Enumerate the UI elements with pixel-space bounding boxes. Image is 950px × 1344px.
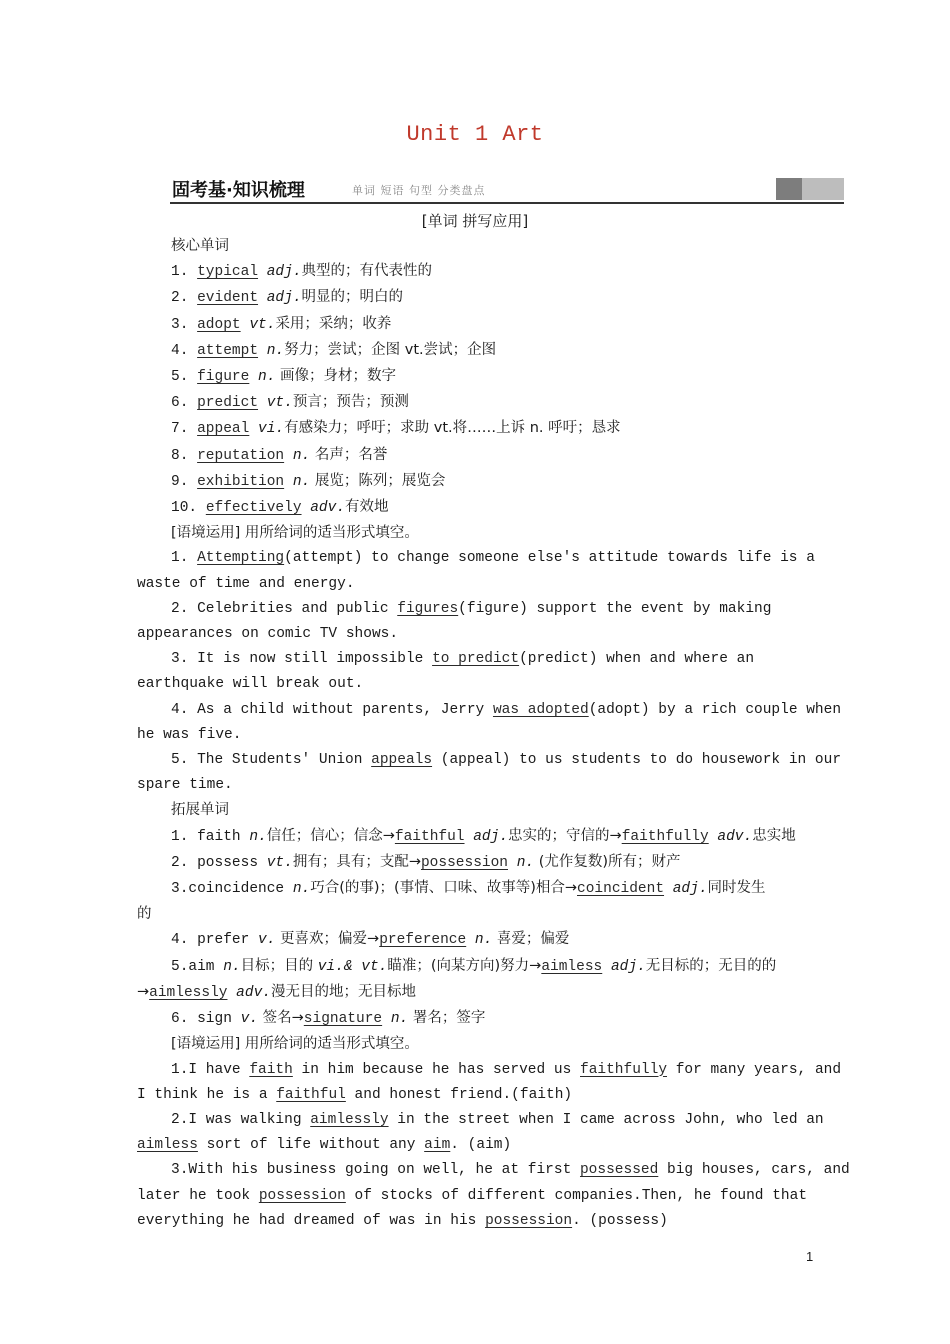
answer-word: attempt xyxy=(197,342,259,359)
ext-item-2: 2. possess vt.拥有；具有；支配→possession n. (尤作复数)所有；财产 xyxy=(171,853,681,871)
item-number: 3. xyxy=(171,316,189,333)
answer-blank: Attempting xyxy=(197,550,285,567)
item-number: 3. xyxy=(171,651,189,668)
exercise2-item-1-cont: I think he is a faithful and honest friend.(faith) xyxy=(137,1086,573,1103)
answer-word: figure xyxy=(197,369,250,386)
item-number: 5. xyxy=(171,369,189,386)
section-title: [单词 拼写应用] xyxy=(421,212,529,230)
core-word-item xyxy=(137,285,817,311)
ext-item-1: 1. faith n.信任；信心；信念→faithful adj.忠实的；守信的→faithfully adv.忠实地 xyxy=(171,827,796,845)
exercise-item-cont: earthquake will break out. xyxy=(137,676,364,693)
sentence-text: It is now still impossible xyxy=(197,651,433,668)
part-of-speech: adj. xyxy=(266,264,302,281)
part-of-speech: n. xyxy=(266,342,285,359)
part-of-speech: vt. xyxy=(249,316,276,333)
content xyxy=(137,234,850,1234)
part-of-speech: vi. xyxy=(258,421,285,438)
exercise2-item-2-cont: aimless sort of life without any aim. (aim) xyxy=(137,1137,512,1154)
banner-title: 固考基·知识梳理 xyxy=(172,180,305,201)
exercise2-item-3-cont: later he took possession of stocks of different companies.Then, he found that xyxy=(137,1187,808,1204)
exercise-item xyxy=(137,546,817,571)
core-word-item xyxy=(137,443,817,469)
item-number: 8. xyxy=(171,447,189,464)
answer-word: adopt xyxy=(197,316,241,333)
core-word-item xyxy=(137,364,817,390)
word-meaning: 名声；名誉 xyxy=(310,446,388,463)
sentence-text: (attempt) to change someone else's attitude towards life is a xyxy=(284,550,815,567)
context-heading-2: [语境运用] 用所给词的适当形式填空。 xyxy=(171,1036,419,1053)
exercise2-item-2: 2.I was walking aimlessly in the street when I came across John, who led an xyxy=(171,1111,824,1128)
core-word-item xyxy=(137,416,817,442)
answer-blank: to predict xyxy=(432,651,520,668)
sentence-text: The Students' Union xyxy=(197,752,372,769)
part-of-speech: n. xyxy=(292,473,311,490)
core-word-item xyxy=(137,338,817,364)
item-number: 1. xyxy=(171,550,189,567)
ext-item-4: 4. prefer v. 更喜欢；偏爱→preference n. 喜爱；偏爱 xyxy=(171,931,570,949)
ext-item-3: 3.coincidence n.巧合(的事)；(事情、口味、故事等)相合→coincident adj.同时发生 xyxy=(171,880,766,898)
part-of-speech: n. xyxy=(258,369,276,386)
item-number: 2. xyxy=(171,290,189,307)
exercise2-item-3-cont2: everything he had dreamed of was in his possession. (possess) xyxy=(137,1212,668,1229)
answer-word: reputation xyxy=(197,447,285,464)
item-number: 5. xyxy=(171,752,189,769)
exercise-item-cont: spare time. xyxy=(137,777,233,794)
exercise-list-1 xyxy=(137,546,842,798)
word-meaning: 典型的；有代表性的 xyxy=(301,263,433,280)
sentence-text: Celebrities and public xyxy=(197,600,398,617)
banner-block-dark xyxy=(776,178,802,200)
context-heading: [语境运用] 用所给词的适当形式填空。 xyxy=(171,525,419,542)
exercise-item xyxy=(137,748,842,773)
sentence-text: (adopt) by a rich couple when xyxy=(588,701,842,718)
item-number: 4. xyxy=(171,342,189,359)
ext-heading: 拓展单词 xyxy=(171,802,229,819)
item-number: 10. xyxy=(171,500,198,517)
part-of-speech: adj. xyxy=(266,290,302,307)
answer-word: effectively xyxy=(205,500,302,517)
core-word-list xyxy=(137,259,817,521)
answer-word: predict xyxy=(197,395,259,412)
sentence-text: (figure) support the event by making xyxy=(458,600,772,617)
word-meaning: 画像；身材；数字 xyxy=(275,368,397,385)
ext-item-5: 5.aim n.目标；目的 vi.& vt.瞄准；(向某方向)努力→aimless adj.无目标的；无目的的 xyxy=(171,957,777,975)
core-word-item xyxy=(137,259,817,285)
item-number: 1. xyxy=(171,264,189,281)
ext-item-5-cont: →aimlessly adv.漫无目的地；无目标地 xyxy=(137,983,416,1001)
item-number: 9. xyxy=(171,473,189,490)
exercise-item-cont: waste of time and energy. xyxy=(137,575,355,592)
answer-blank: figures xyxy=(397,600,459,617)
exercise2-item-3: 3.With his business going on well, he at first possessed big houses, cars, and xyxy=(171,1162,850,1179)
sentence-text: As a child without parents, Jerry xyxy=(197,701,493,718)
word-meaning: 预言；预告；预测 xyxy=(292,394,409,411)
part-of-speech: n. xyxy=(292,447,311,464)
word-meaning: 努力；尝试；企图 vt.尝试；企图 xyxy=(284,341,497,358)
banner-block-light xyxy=(802,178,844,200)
page-number: 1 xyxy=(806,1249,814,1264)
core-word-item xyxy=(137,469,817,495)
core-word-item xyxy=(137,390,817,416)
word-meaning: 有效地 xyxy=(345,499,389,516)
banner-subtitle: 单词 短语 句型 分类盘点 xyxy=(352,184,486,197)
banner-rule xyxy=(170,202,844,204)
part-of-speech: vt. xyxy=(266,395,293,412)
answer-blank: appeals xyxy=(371,752,433,769)
sentence-text: (appeal) to us students to do housework in our xyxy=(432,752,842,769)
sentence-text: (predict) when and where an xyxy=(519,651,755,668)
core-heading: 核心单词 xyxy=(171,238,229,254)
answer-word: appeal xyxy=(197,421,250,438)
exercise-item xyxy=(137,698,842,723)
word-meaning: 展览；陈列；展览会 xyxy=(310,472,446,489)
section-banner xyxy=(170,176,844,204)
answer-word: evident xyxy=(197,290,259,307)
item-number: 4. xyxy=(171,701,189,718)
item-number: 6. xyxy=(171,395,189,412)
core-word-item xyxy=(137,495,817,521)
page-title: Unit 1 Art xyxy=(406,122,544,147)
core-word-item xyxy=(137,312,817,338)
exercise-item-cont: he was five. xyxy=(137,726,242,743)
exercise2-item-1: 1.I have faith in him because he has served us faithfully for many years, and xyxy=(171,1061,842,1078)
exercise-item-cont: appearances on comic TV shows. xyxy=(137,626,399,643)
exercise-item xyxy=(137,597,817,622)
exercise-item xyxy=(137,647,817,672)
word-meaning: 明显的；明白的 xyxy=(301,289,404,306)
answer-blank: was adopted xyxy=(492,701,589,718)
ext-item-6: 6. sign v. 签名→signature n. 署名；签字 xyxy=(171,1010,486,1028)
word-meaning: 有感染力；呼吁；求助 vt.将……上诉 n. 呼吁；恳求 xyxy=(284,420,621,437)
ext-item-3-cont: 的 xyxy=(137,906,152,923)
word-meaning: 采用；采纳；收养 xyxy=(275,315,392,332)
answer-word: exhibition xyxy=(197,473,285,490)
part-of-speech: adv. xyxy=(310,500,346,517)
answer-word: typical xyxy=(197,264,259,281)
item-number: 2. xyxy=(171,600,189,617)
item-number: 7. xyxy=(171,421,189,438)
